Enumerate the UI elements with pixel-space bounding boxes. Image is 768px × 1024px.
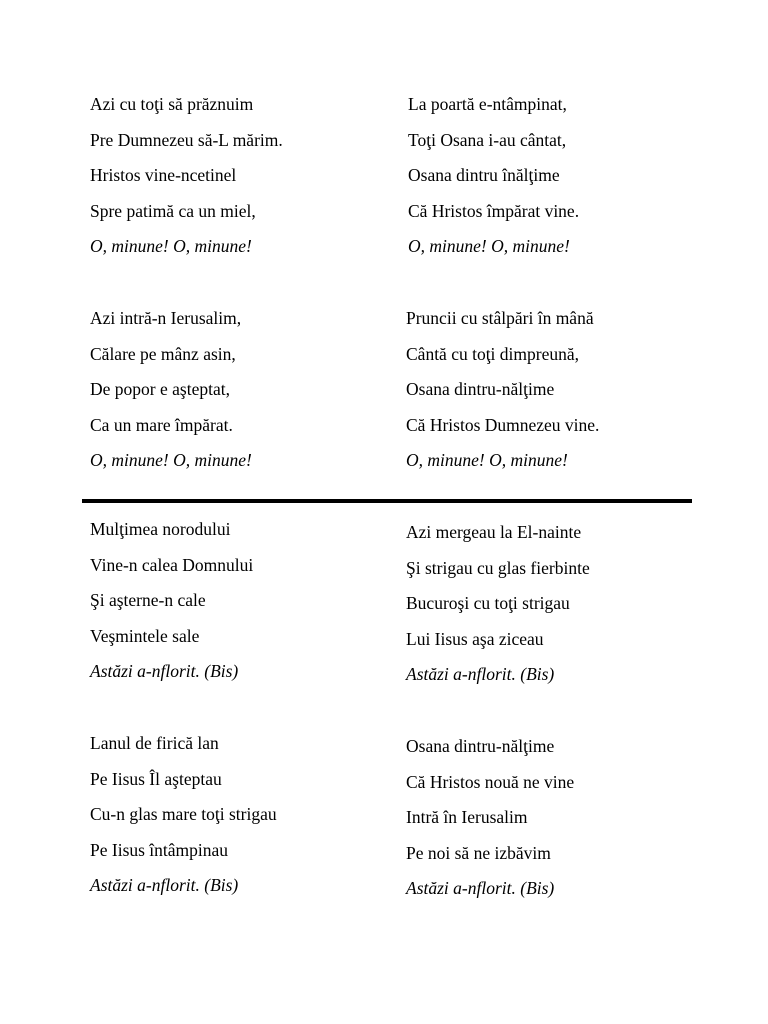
verse-line: Lui Iisus aşa ziceau	[406, 628, 544, 649]
verse-line: Intră în Ierusalim	[406, 807, 528, 827]
verse-line: Şi aşterne-n cale	[90, 590, 206, 610]
verse-line: Bucuroşi cu toţi strigau	[406, 593, 570, 613]
verse-line: Că Hristos nouă ne vine	[406, 771, 575, 792]
verse-line: Pe noi să ne izbăvim	[406, 842, 551, 863]
verse-line: Pe Iisus Îl aşteptau	[90, 768, 222, 789]
stanza-1-right	[408, 87, 579, 265]
section-divider	[82, 499, 692, 503]
verse-line: Cântă cu toţi dimpreună,	[406, 343, 580, 364]
verse-line: Călare pe mânz asin,	[90, 343, 236, 364]
verse-line: Toţi Osana i-au cântat,	[408, 129, 567, 150]
verse-line: Vine-n calea Domnului	[90, 554, 254, 575]
stanza-4-right	[406, 729, 574, 907]
refrain-line: Astăzi a-nflorit. (Bis)	[90, 661, 239, 681]
refrain-line: O, minune! O, minune!	[90, 236, 252, 256]
verse-line: Şi strigau cu glas fierbinte	[406, 557, 590, 578]
refrain-line: O, minune! O, minune!	[406, 450, 568, 470]
verse-line: Azi cu toţi să prăznuim	[90, 94, 254, 114]
verse-line: Că Hristos Dumnezeu vine.	[406, 414, 600, 435]
refrain-line: Astăzi a-nflorit. (Bis)	[406, 664, 555, 684]
verse-line: De popor e aşteptat,	[90, 379, 230, 399]
verse-line: Lanul de firică lan	[90, 733, 219, 753]
stanza-2-left	[90, 301, 252, 479]
verse-line: Osana dintru înălţime	[408, 165, 560, 185]
stanza-4-left	[90, 726, 277, 904]
stanza-3-left	[90, 512, 253, 690]
refrain-line: Astăzi a-nflorit. (Bis)	[90, 875, 239, 895]
verse-line: Ca un mare împărat.	[90, 414, 233, 435]
verse-line: Că Hristos împărat vine.	[408, 200, 580, 221]
verse-line: Cu-n glas mare toţi strigau	[90, 804, 277, 824]
verse-line: La poartă e-ntâmpinat,	[408, 94, 567, 114]
refrain-line: Astăzi a-nflorit. (Bis)	[406, 878, 555, 898]
verse-line: Pe Iisus întâmpinau	[90, 839, 229, 860]
verse-line: Spre patimă ca un miel,	[90, 200, 256, 221]
verse-line: Pruncii cu stâlpări în mână	[406, 308, 594, 328]
refrain-line: O, minune! O, minune!	[90, 450, 252, 470]
verse-line: Veşmintele sale	[90, 625, 200, 646]
verse-line: Osana dintru-nălţime	[406, 379, 555, 399]
verse-line: Osana dintru-nălţime	[406, 736, 555, 756]
stanza-3-right	[406, 515, 590, 693]
verse-line: Pre Dumnezeu să-L mărim.	[90, 129, 283, 150]
verse-line: Hristos vine-ncetinel	[90, 165, 237, 185]
stanza-1-left	[90, 87, 283, 265]
verse-line: Azi mergeau la El-nainte	[406, 522, 582, 542]
stanza-2-right	[406, 301, 599, 479]
verse-line: Mulţimea norodului	[90, 519, 231, 539]
verse-line: Azi intră-n Ierusalim,	[90, 308, 242, 328]
refrain-line: O, minune! O, minune!	[408, 236, 570, 256]
